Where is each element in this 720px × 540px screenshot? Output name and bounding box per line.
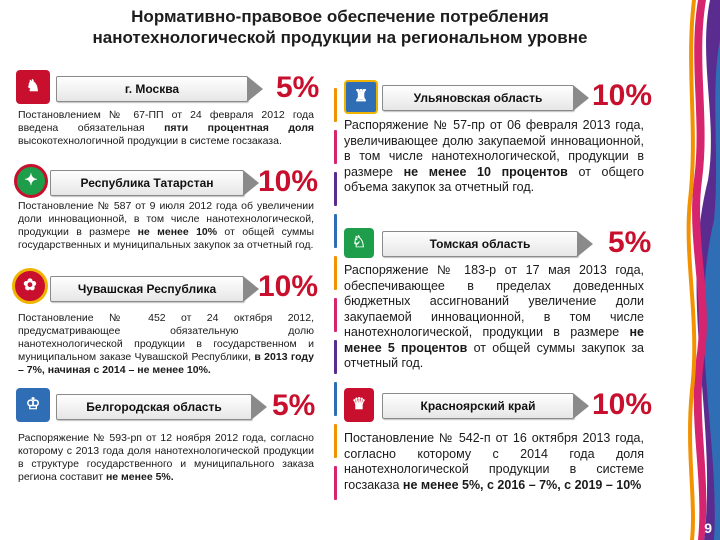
belgorod-text: Распоряжение № 593-рп от 12 ноября 2012 года, согласно которому с 2013 года доля нанотехнологической продукции в структуре государственного и муниципального заказа региона составит: [18, 432, 314, 483]
tomsk-emblem-icon: ♘: [344, 228, 374, 258]
belgorod-percent: 5%: [272, 389, 316, 422]
chuvashia-emblem-icon: ✿: [12, 268, 48, 304]
tatarstan-text: Постановление № 587 от 9 июля 2012 года об увеличении доли инновационной, в том числе нанотехнологической, продукции в размере: [18, 200, 314, 238]
krasnoyarsk-description: [344, 431, 644, 493]
ulyanovsk-emblem-icon: ♜: [344, 80, 378, 114]
chuvashia-percent: 10%: [258, 270, 319, 303]
ulyanovsk-description: [344, 118, 644, 196]
tatarstan-description: [18, 200, 314, 252]
tatarstan-percent: 10%: [258, 165, 319, 198]
decorative-stripes: [658, 0, 720, 540]
tomsk-banner: Томская область: [382, 231, 578, 257]
column-divider: [334, 88, 337, 534]
tomsk-text: Распоряжение № 183-р от 17 мая 2013 года, обеспечивающее в пределах доведенных бюджетных ассигнований увеличение доли закупаемой инновационной, в том числе нанотехнологической, продукции в размере: [344, 263, 644, 339]
tomsk-description: [344, 263, 644, 372]
title-line-2: нанотехнологической продукции на региональном уровне: [92, 28, 588, 47]
tomsk-text-end: от общей суммы закупок за отчетный год.: [344, 340, 644, 370]
ulyanovsk-text-end: от общего объема закупок за отчетный год.: [344, 164, 645, 194]
krasnoyarsk-emblem-icon: ♛: [344, 388, 374, 422]
ulyanovsk-banner: Ульяновская область: [382, 85, 574, 111]
belgorod-banner: Белгородская область: [56, 394, 252, 420]
page-number: 9: [704, 520, 712, 536]
chuvashia-banner: Чувашская Республика: [50, 276, 244, 302]
ulyanovsk-text: Распоряжение № 57-пр от 06 февраля 2013 года, увеличивающее долю закупаемой инновационной, в том числе нанотехнологической, продукции в размере: [344, 118, 644, 179]
ulyanovsk-text-bold: не менее 10 процентов: [403, 164, 568, 179]
tatarstan-text-bold: не менее 10%: [137, 226, 218, 238]
chuvashia-text: Постановление № 452 от 24 октября 2012, предусматривающее обязательную долю нанотехнологической продукции в государственном и муниципальном заказе Чувашской Республики,: [18, 312, 314, 363]
moscow-banner: г. Москва: [56, 76, 248, 102]
tatarstan-banner: Республика Татарстан: [50, 170, 244, 196]
ulyanovsk-percent: 10%: [592, 79, 653, 112]
krasnoyarsk-text-bold: не менее 5%, с 2016 – 7%, с 2019 – 10%: [402, 477, 642, 492]
moscow-text: Постановлением № 67-ПП от 24 февраля 2012 года введена обязательная: [18, 109, 314, 134]
tatarstan-text-end: от общей суммы государственных и муниципальных закупок за отчетный год.: [18, 226, 314, 251]
belgorod-text-bold: не менее 5%.: [105, 471, 174, 483]
title-line-1: Нормативно-правовое обеспечение потребления: [131, 7, 549, 26]
krasnoyarsk-text: Постановление № 542-п от 16 октября 2013 года, согласно которому с 2014 года доля нанотехнологической продукции в системе госзаказа: [344, 431, 644, 492]
chuvashia-text-bold: в 2013 году – 7%, начиная с 2014 – не менее 10%.: [18, 351, 314, 376]
belgorod-description: [18, 432, 314, 484]
moscow-text-bold: пяти процентная доля: [164, 122, 314, 134]
belgorod-emblem-icon: ♔: [16, 388, 50, 422]
moscow-text-end: высокотехнологичной продукции в системе госзаказа.: [18, 135, 282, 147]
tomsk-percent: 5%: [608, 226, 652, 259]
krasnoyarsk-banner: Красноярский край: [382, 393, 574, 419]
tomsk-text-bold: не менее 5 процентов: [344, 325, 644, 355]
tatarstan-emblem-icon: ✦: [14, 164, 48, 198]
moscow-percent: 5%: [276, 71, 320, 104]
moscow-description: [18, 109, 314, 148]
slide-title: [20, 6, 660, 48]
krasnoyarsk-percent: 10%: [592, 388, 653, 421]
chuvashia-description: [18, 312, 314, 377]
moscow-emblem-icon: ♞: [16, 70, 50, 104]
